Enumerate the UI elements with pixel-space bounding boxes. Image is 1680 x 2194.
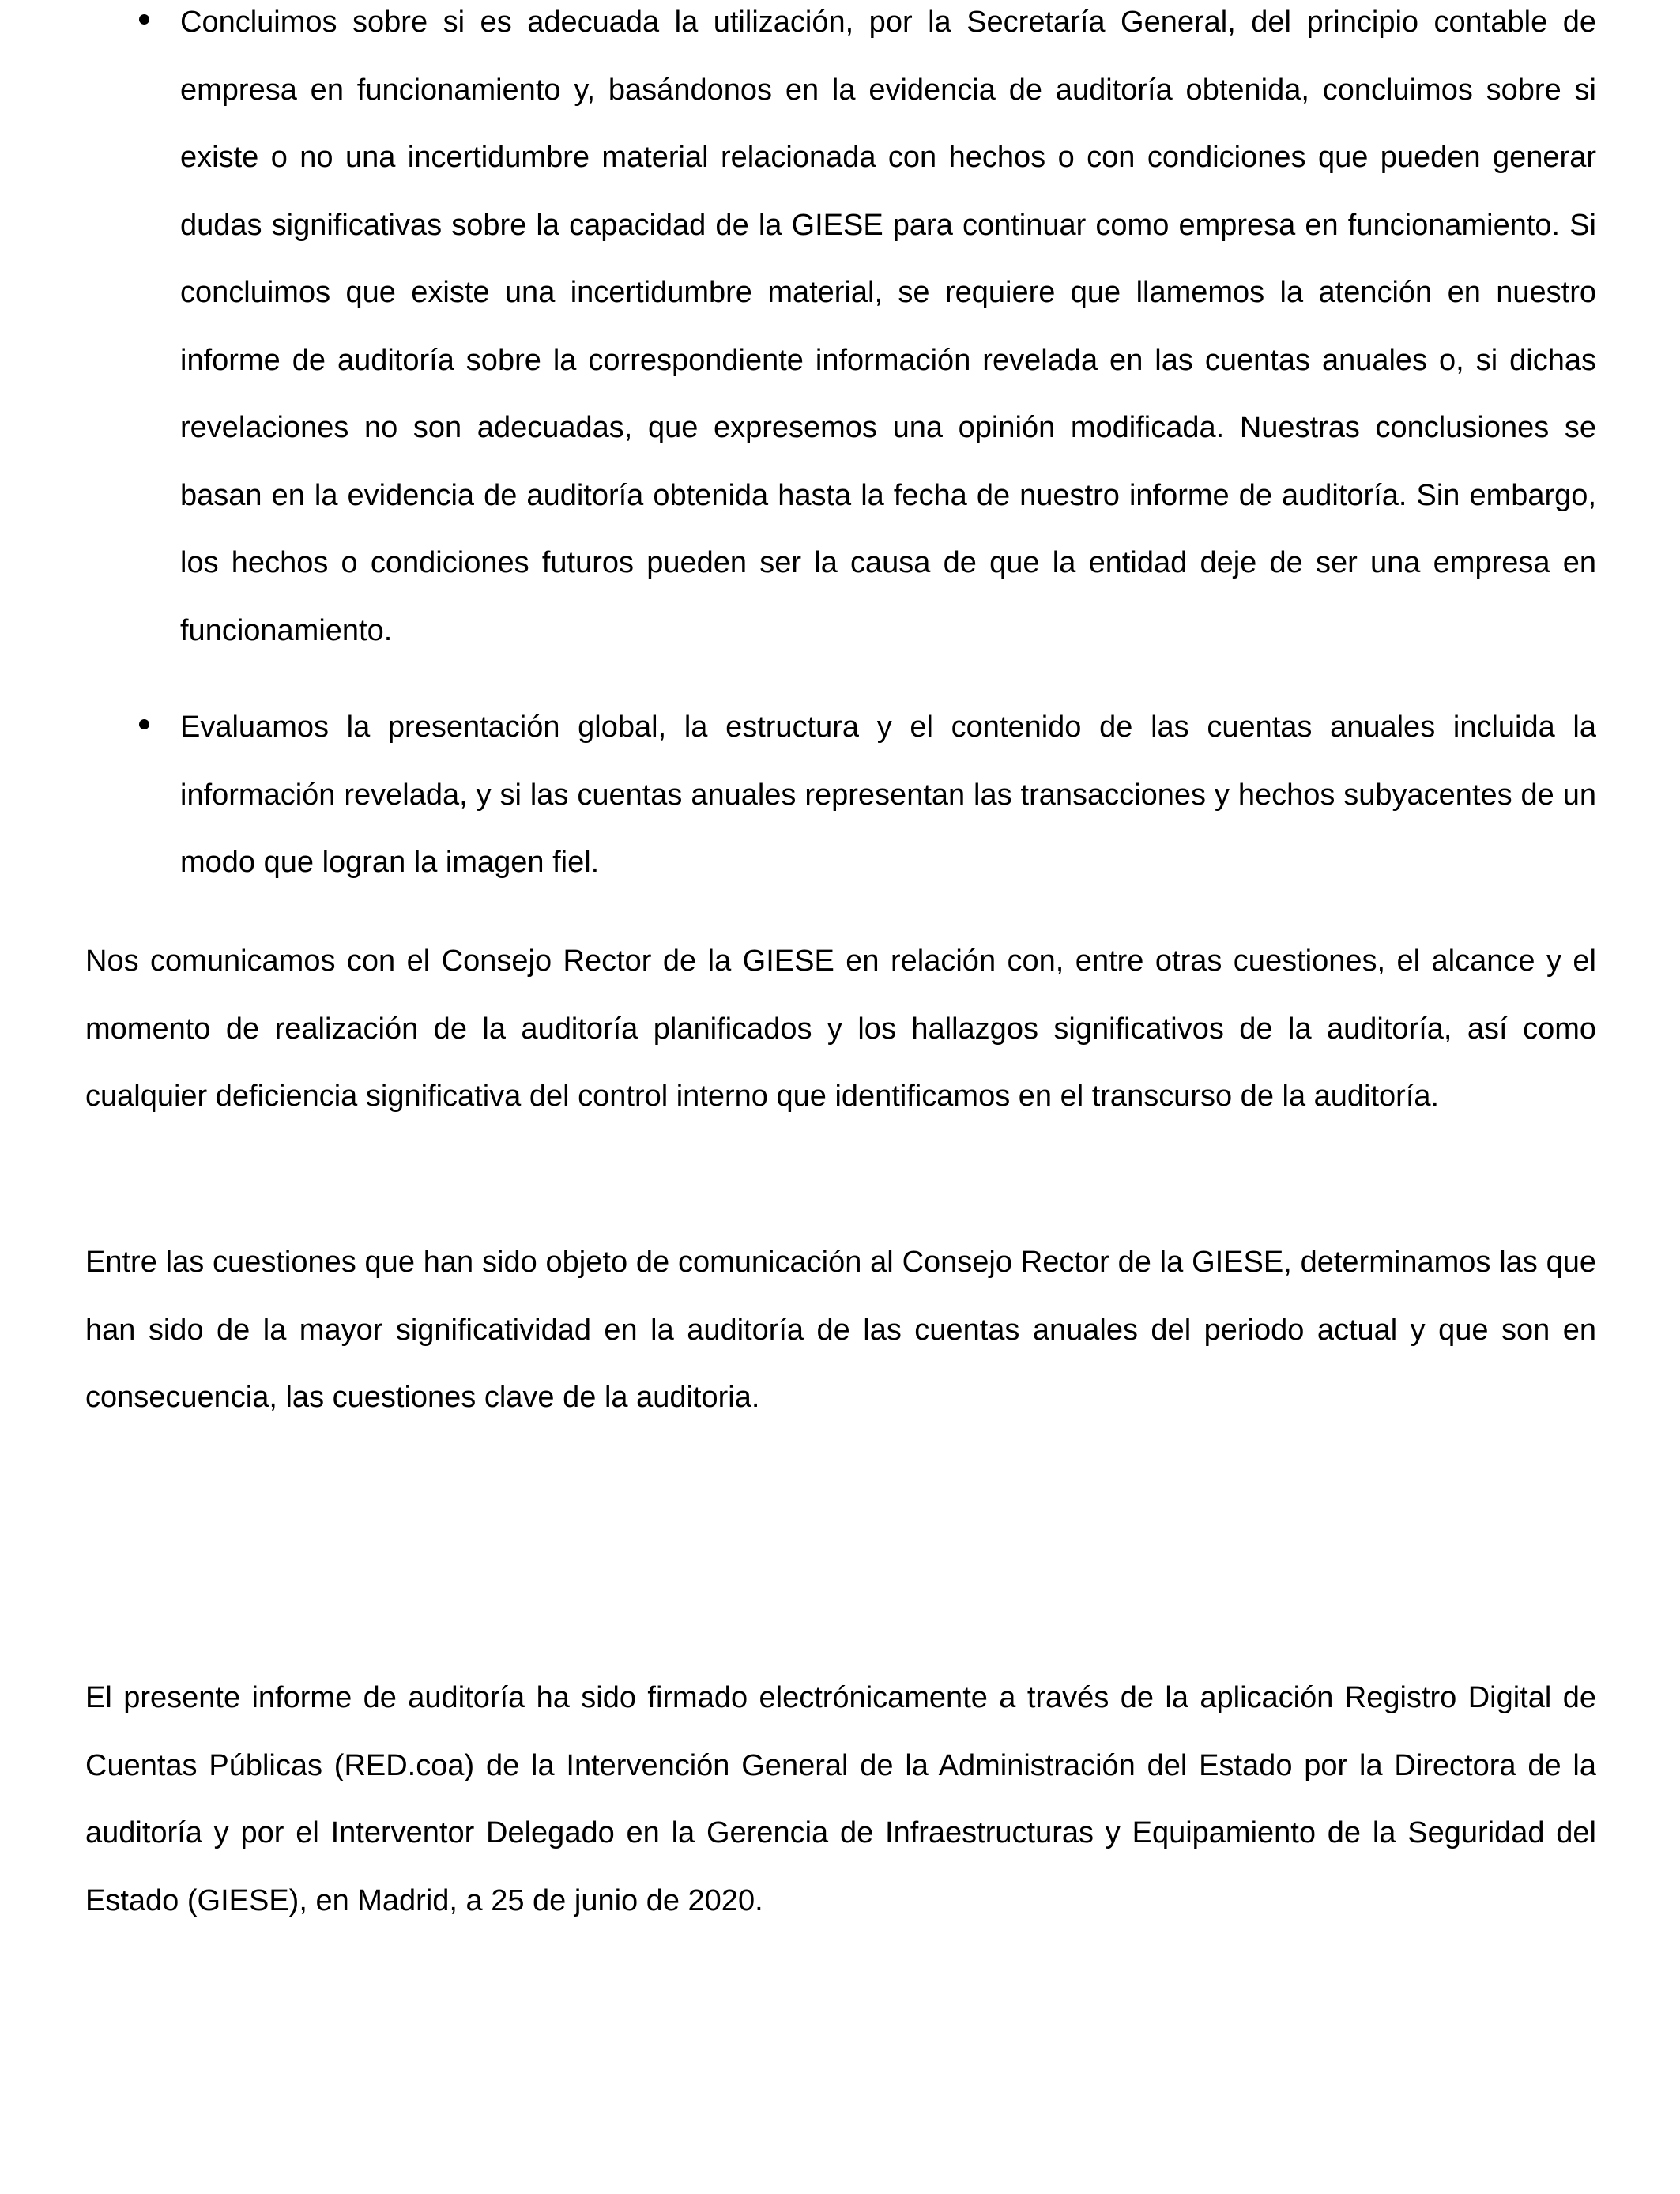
paragraph-key-matters: Entre las cuestiones que han sido objeto de comunicación al Consejo Rector de la GIESE, determinamos las que han sido de la mayor significatividad en la auditoría de las cuentas anuales del periodo actual y que son en consecuencia, las cuestiones clave de la auditoria. [85, 1246, 1596, 1414]
bullet-text: Evaluamos la presentación global, la estructura y el contenido de las cuentas anuales incluida la información revelada, y si las cuentas anuales representan las transacciones y hechos subyacentes de un modo que logran la imagen fiel. [180, 711, 1596, 879]
bullet-item-presentation [180, 694, 1596, 897]
bullet-text: Concluimos sobre si es adecuada la utilización, por la Secretaría General, del principio contable de empresa en funcionamiento y, basándonos en la evidencia de auditoría obtenida, concluimos sobre si existe o no una incertidumbre material relacionada con hechos o con condiciones que pueden generar dudas significativas sobre la capacidad de la GIESE para continuar como empresa en funcionamiento. Si concluimos que existe una incertidumbre material, se requiere que llamemos la atención en nuestro informe de auditoría sobre la correspondiente información revelada en las cuentas anuales o, si dichas revelaciones no son adecuadas, que expresemos una opinión modificada. Nuestras conclusiones se basan en la evidencia de auditoría obtenida hasta la fecha de nuestro informe de auditoría. Sin embargo, los hechos o condiciones futuros pueden ser la causa de que la entidad deje de ser una empresa en funcionamiento. [180, 6, 1596, 647]
bullet-dot [139, 719, 149, 729]
bullet-dot [139, 14, 149, 25]
paragraph-signature-statement: El presente informe de auditoría ha sido firmado electrónicamente a través de la aplicación Registro Digital de Cuentas Públicas (RED.coa) de la Intervención General de la Administración del Estado por la Directora de la auditoría y por el Interventor Delegado en la Gerencia de Infraestructuras y Equipamiento de la Seguridad del Estado (GIESE), en Madrid, a 25 de junio de 2020. [85, 1681, 1596, 1917]
bullet-item-going-concern [180, 0, 1596, 665]
paragraph-communication: Nos comunicamos con el Consejo Rector de la GIESE en relación con, entre otras cuestiones, el alcance y el momento de realización de la auditoría planificados y los hallazgos significativos de la auditoría, así como cualquier deficiencia significativa del control interno que identificamos en el transcurso de la auditoría. [85, 944, 1596, 1113]
